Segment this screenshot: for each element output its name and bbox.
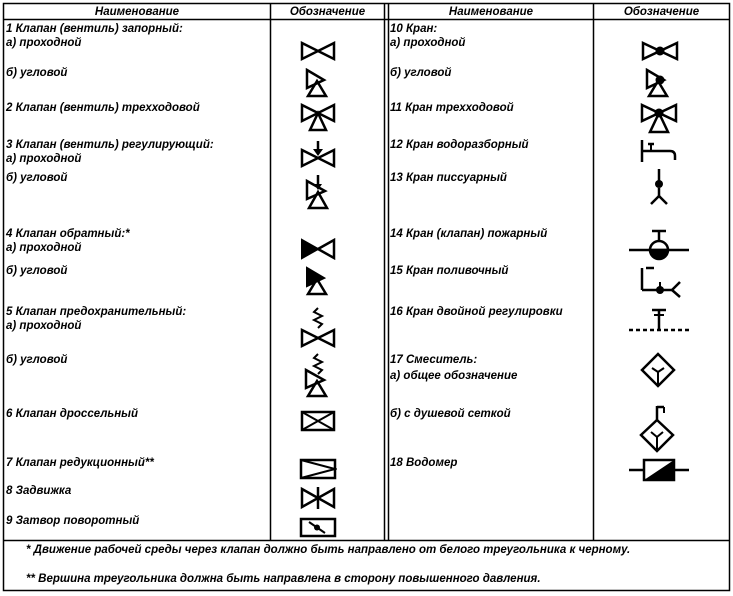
row-double-regulation-tap: 16 Кран двойной регулировки: [390, 306, 563, 318]
row-reducing-valve: 7 Клапан редукционный**: [6, 457, 154, 469]
tap-through-icon: [641, 40, 679, 62]
watering-tap-icon: [638, 266, 684, 298]
row-tap-through: а) проходной: [390, 37, 466, 49]
control-valve-angle-icon: [304, 174, 334, 210]
tap-angle-icon: [644, 68, 674, 98]
mixer-shower-icon: [638, 404, 678, 454]
row-fire-tap: 14 Кран (клапан) пожарный: [390, 228, 548, 240]
row-control-valve-angle: б) угловой: [6, 172, 68, 184]
header-symbol-left: Обозначение: [289, 6, 366, 18]
water-meter-icon: [628, 458, 690, 482]
footnote-2: ** Вершина треугольника должна быть направлена в сторону повышенного давления.: [26, 573, 541, 585]
row-stop-valve: 1 Клапан (вентиль) запорный:: [6, 23, 183, 35]
three-way-tap-icon: [640, 102, 678, 134]
double-regulation-tap-icon: [628, 306, 690, 336]
row-throttle-valve: 6 Клапан дроссельный: [6, 408, 139, 420]
water-tap-icon: [638, 138, 680, 164]
control-valve-through-icon: [300, 140, 336, 170]
safety-valve-through-icon: [300, 306, 336, 350]
row-mixer: 17 Смеситель:: [390, 354, 478, 366]
butterfly-valve-icon: [299, 516, 337, 538]
mixer-general-icon: [640, 352, 676, 388]
stop-valve-through-icon: [300, 40, 336, 62]
reducing-valve-icon: [299, 458, 337, 480]
row-tap: 10 Кран:: [390, 23, 438, 35]
safety-valve-angle-icon: [302, 352, 334, 398]
gate-valve-icon: [300, 486, 336, 510]
row-water-meter: 18 Водомер: [390, 457, 458, 469]
three-way-valve-icon: [300, 102, 336, 132]
fire-tap-icon: [628, 228, 690, 264]
header-name-right: Наименование: [448, 6, 534, 18]
row-control-valve: 3 Клапан (вентиль) регулирующий:: [6, 139, 214, 151]
row-mixer-shower: б) с душевой сеткой: [390, 408, 511, 420]
row-stop-valve-angle: б) угловой: [6, 67, 68, 79]
check-valve-angle-icon: [304, 266, 332, 296]
row-control-valve-through: а) проходной: [6, 153, 82, 165]
header-symbol-right: Обозначение: [623, 6, 700, 18]
header-name-left: Наименование: [94, 6, 180, 18]
row-mixer-general: а) общее обозначение: [390, 370, 518, 382]
check-valve-through-icon: [300, 238, 336, 260]
row-tap-angle: б) угловой: [390, 67, 452, 79]
row-safety-valve: 5 Клапан предохранительный:: [6, 306, 187, 318]
row-watering-tap: 15 Кран поливочный: [390, 265, 509, 277]
row-safety-valve-through: а) проходной: [6, 320, 82, 332]
row-gate-valve: 8 Задвижка: [6, 485, 72, 497]
footnote-1: * Движение рабочей среды через клапан должно быть направлено от белого треугольника к черному.: [26, 544, 631, 556]
row-stop-valve-through: а) проходной: [6, 37, 82, 49]
throttle-valve-icon: [300, 410, 336, 432]
urinal-tap-icon: [648, 168, 670, 206]
row-urinal-tap: 13 Кран писсуарный: [390, 172, 507, 184]
row-check-valve-through: а) проходной: [6, 242, 82, 254]
row-water-tap: 12 Кран водоразборный: [390, 139, 529, 151]
row-butterfly-valve: 9 Затвор поворотный: [6, 515, 140, 527]
row-three-way-valve: 2 Клапан (вентиль) трехходовой: [6, 102, 200, 114]
stop-valve-angle-icon: [304, 68, 332, 98]
row-check-valve-angle: б) угловой: [6, 265, 68, 277]
row-three-way-tap: 11 Кран трехходовой: [390, 102, 514, 114]
row-safety-valve-angle: б) угловой: [6, 354, 68, 366]
row-check-valve: 4 Клапан обратный:*: [6, 228, 130, 240]
